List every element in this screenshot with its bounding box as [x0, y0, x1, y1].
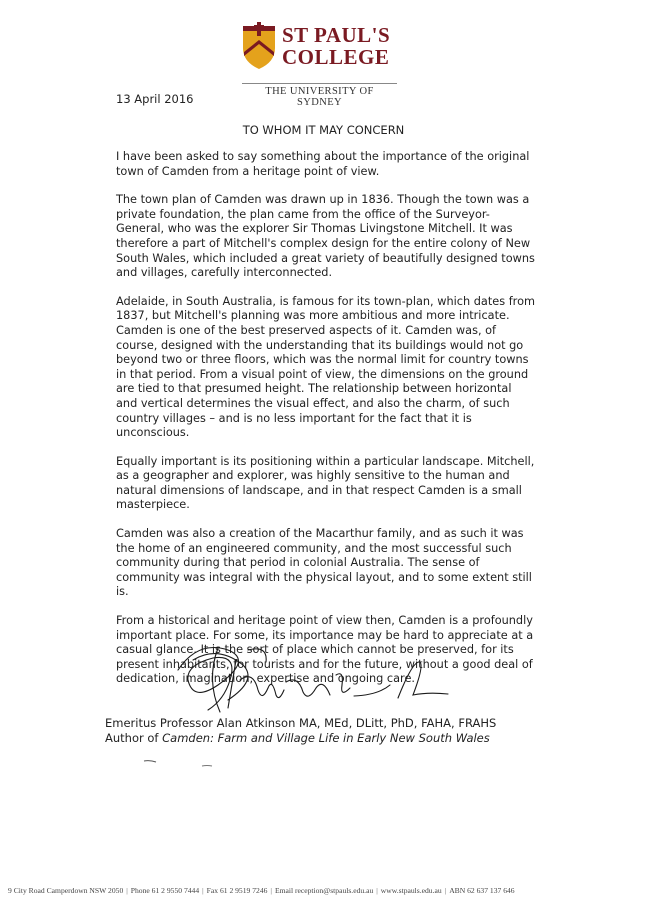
paragraph: Equally important is its positioning within a particular landscape. Mitchell, as a geographer and explorer, was highly sensitive to the human and natural dimensions of landscape, and in that respect Camden is a small masterpiece. — [116, 454, 535, 512]
college-shield-icon — [242, 22, 276, 70]
college-name-line2: COLLEGE — [282, 45, 390, 69]
letter-salutation: TO WHOM IT MAY CONCERN — [242, 123, 405, 137]
footer-website: www.stpauls.edu.au — [380, 886, 442, 895]
paragraph: From a historical and heritage point of view then, Camden is a profoundly important place. For some, its importance may be hard to appreciate at a casual glance. It is the sort of place which cannot be preserved, for its present inhabitants, for tourists and for the future, without a good deal of dedication, imagination, expertise and ongoing care. — [116, 614, 534, 686]
footer-separator: | — [376, 886, 378, 895]
letter-body — [116, 150, 536, 701]
paragraph: The town plan of Camden was drawn up in 1836. Though the town was a private foundation, the plan came from the office of the Surveyor-General, who was the explorer Sir Thomas Livingstone Mitchell. It was therefore a part of Mitchell's complex design for the entire colony of New South Wales, which included a great variety of beautifully designed towns and villages, carefully interconnected. — [116, 193, 535, 280]
footer-fax: Fax 61 2 9519 7246 — [206, 886, 268, 895]
footer-phone: Phone 61 2 9550 7444 — [130, 886, 200, 895]
footer-address: 9 City Road Camperdown NSW 2050 — [8, 886, 124, 895]
stray-marks — [140, 758, 220, 770]
signature-block — [105, 716, 496, 746]
paragraph: I have been asked to say something about the importance of the original town of Camden from a heritage point of view. — [116, 150, 530, 178]
university-name: THE UNIVERSITY OF SYDNEY — [242, 83, 397, 108]
college-name — [282, 24, 390, 68]
author-line — [105, 731, 496, 746]
footer-abn: ABN 62 637 137 646 — [449, 886, 515, 895]
book-title: Camden: Farm and Village Life in Early New South Wales — [162, 731, 490, 745]
handwritten-signature — [158, 640, 458, 720]
footer-separator: | — [444, 886, 447, 895]
college-logo — [242, 22, 402, 108]
footer-contact — [8, 886, 644, 895]
footer-email: Email reception@stpauls.edu.au — [274, 886, 374, 895]
letter-date: 13 April 2016 — [116, 92, 194, 106]
paragraph: Camden was also a creation of the Macarthur family, and as such it was the home of an engineered community, and the most successful such community during that period in colonial Australia. The sense of community was integral with the physical layout, and to some extent still is. — [116, 527, 532, 599]
footer-separator: | — [202, 886, 204, 895]
paragraph: Adelaide, in South Australia, is famous for its town-plan, which dates from 1837, but Mitchell's planning was more ambitious and more intricate. Camden is one of the best preserved aspects of it. Camden was, of course, designed with the understanding that its buildings would not go beyond two or three floors, which was the normal limit for country towns in that period. From a visual point of view, the dimensions on the ground are tied to that presumed height. The relationship between horizontal and vertical determines the visual effect, and also the charm, of such country villages – and is no less important for the fact that it is unconscious. — [116, 294, 535, 440]
footer-separator: | — [126, 886, 128, 895]
author-prefix: Author of — [105, 731, 163, 745]
signatory-name: Emeritus Professor Alan Atkinson MA, MEd, DLitt, PhD, FAHA, FRAHS — [105, 716, 497, 730]
footer-separator: | — [270, 886, 272, 895]
college-name-line1: ST PAUL'S — [282, 23, 391, 47]
